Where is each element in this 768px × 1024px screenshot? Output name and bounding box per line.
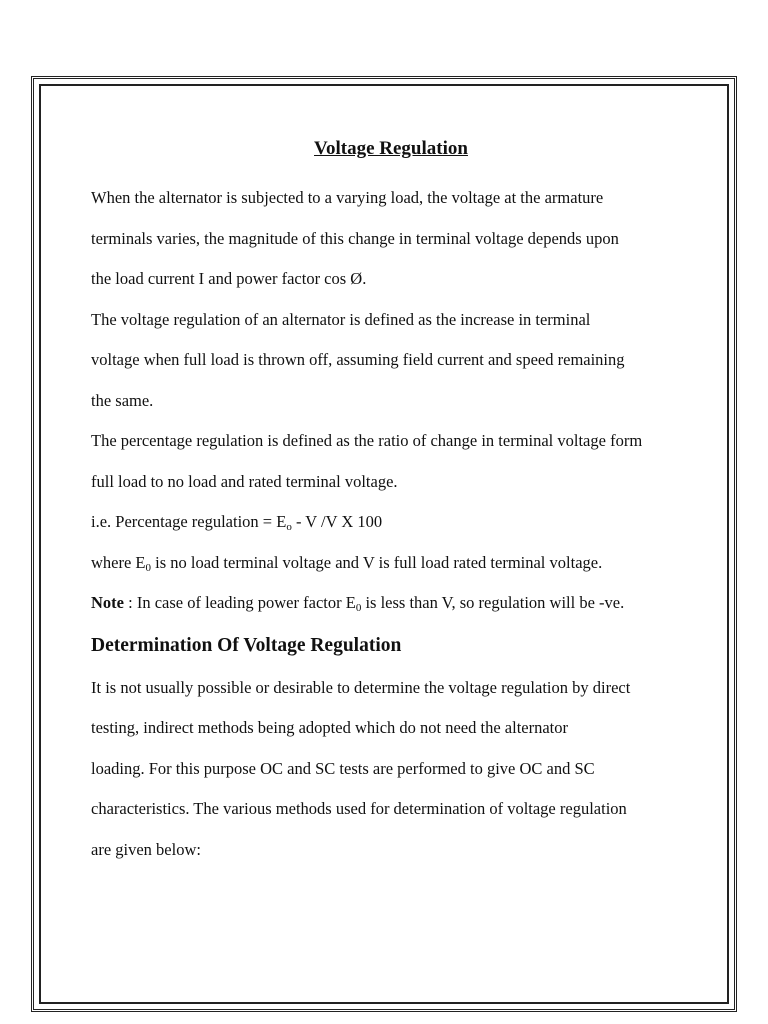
text-line: terminals varies, the magnitude of this change in terminal voltage depends upon — [91, 228, 619, 248]
note-label: Note — [91, 593, 124, 612]
text-line: It is not usually possible or desirable to determine the voltage regulation by direct — [91, 677, 631, 697]
text-line: The voltage regulation of an alternator is defined as the increase in terminal — [91, 309, 591, 329]
text-line: voltage when full load is thrown off, assuming field current and speed remaining — [91, 350, 625, 369]
page-title: Voltage Regulation — [314, 138, 468, 159]
note-suffix: is less than V, so regulation will be -ve. — [361, 593, 625, 612]
where-line — [91, 543, 691, 584]
document-body — [91, 134, 691, 870]
text-line: When the alternator is subjected to a varying load, the voltage at the armature — [91, 188, 604, 207]
paragraph-determination-methods — [91, 668, 691, 871]
paragraph-alternator-load — [91, 178, 691, 300]
formula-subscript: o — [286, 521, 292, 533]
text-line: testing, indirect methods being adopted which do not need the alternator — [91, 718, 568, 737]
note-line — [91, 583, 691, 624]
paragraph-percentage-regulation — [91, 421, 691, 502]
text-line: loading. For this purpose OC and SC tests are performed to give OC and SC — [91, 758, 595, 778]
note-subscript: 0 — [355, 602, 362, 614]
text-line: characteristics. The various methods used for determination of voltage regulation — [91, 799, 627, 818]
text-line: are given below: — [91, 839, 201, 859]
formula-line — [91, 502, 691, 543]
text-line: the same. — [91, 390, 154, 410]
paragraph-regulation-definition — [91, 300, 691, 422]
section-heading: Determination Of Voltage Regulation — [91, 634, 402, 656]
note-prefix: : In case of leading power factor E — [123, 593, 356, 612]
where-subscript: 0 — [145, 561, 152, 574]
text-line: the load current I and power factor cos Ø. — [91, 269, 367, 288]
where-suffix: is no load terminal voltage and V is full load rated terminal voltage. — [151, 552, 603, 572]
where-prefix: where E — [91, 552, 146, 572]
formula-suffix: - V /V X 100 — [291, 512, 383, 531]
text-line: full load to no load and rated terminal voltage. — [91, 471, 398, 491]
formula-prefix: i.e. Percentage regulation = E — [91, 512, 287, 531]
text-line: The percentage regulation is defined as the ratio of change in terminal voltage form — [91, 431, 643, 450]
